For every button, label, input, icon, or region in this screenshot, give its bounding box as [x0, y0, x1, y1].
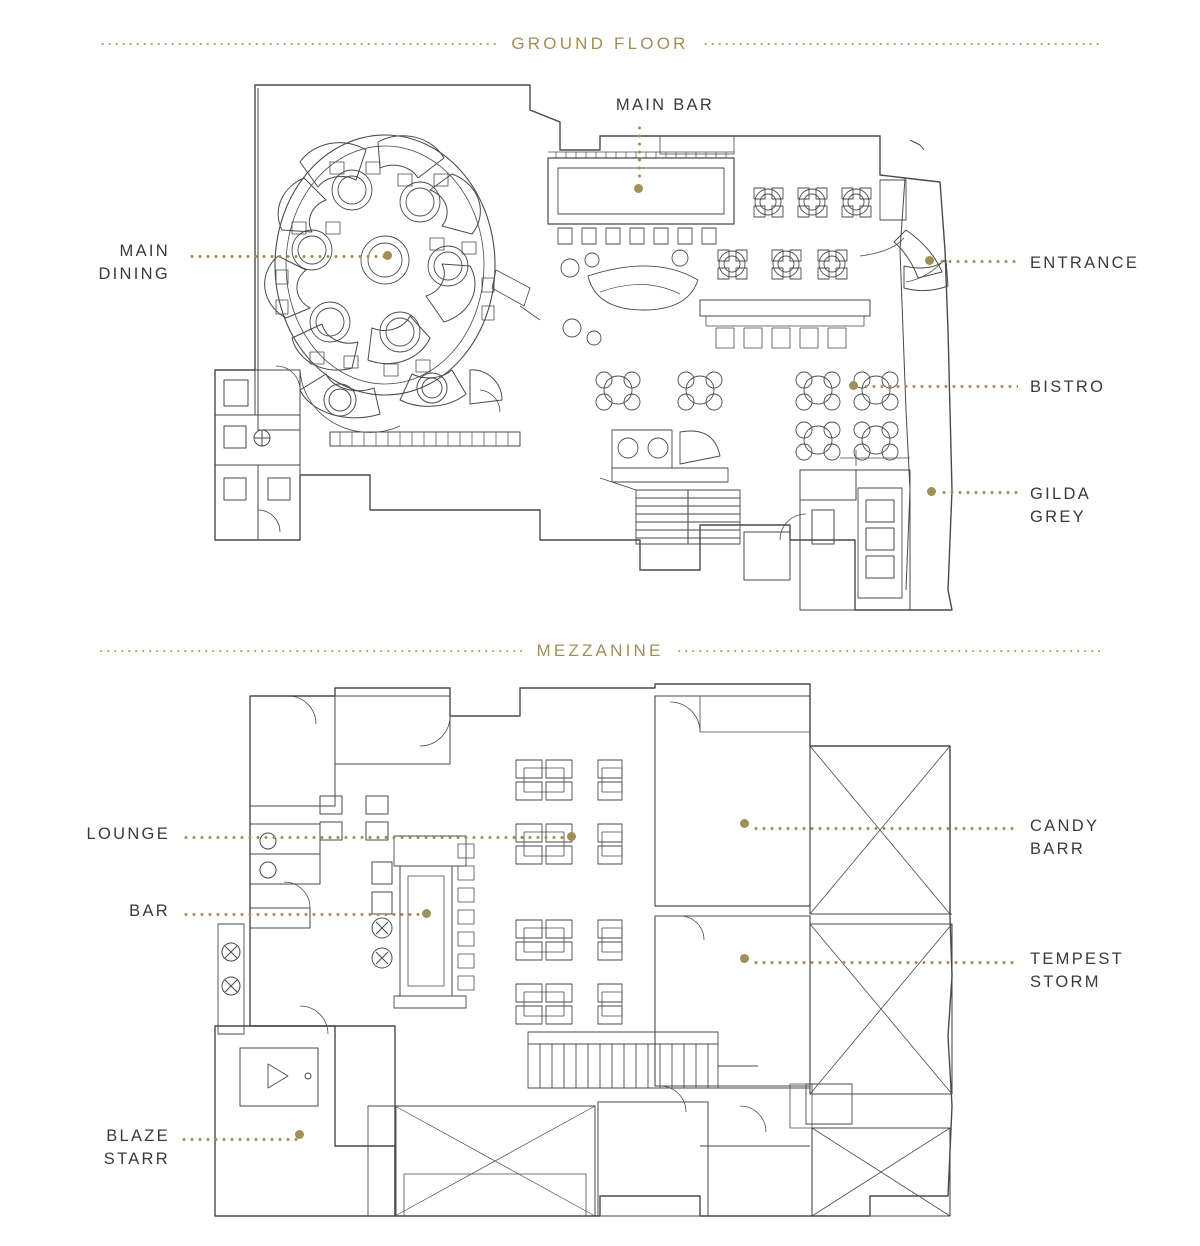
marker-entrance — [925, 256, 934, 265]
mezzanine-floorplan — [0, 676, 1200, 1236]
leader-bar — [182, 913, 422, 916]
marker-bar — [422, 909, 431, 918]
callout-label-entrance: ENTRANCE — [1030, 254, 1140, 272]
leader-main-dining — [188, 255, 386, 258]
header-rule-left — [100, 43, 497, 45]
marker-main-dining — [383, 251, 392, 260]
marker-tempest-storm — [740, 954, 749, 963]
header-rule-left-mezz — [100, 650, 522, 652]
section-header-mezzanine — [0, 641, 1200, 661]
leader-main-bar — [638, 122, 641, 182]
leader-candy-barr — [752, 827, 1018, 830]
header-rule-right — [703, 43, 1100, 45]
leader-bistro — [862, 385, 1018, 388]
callout-label-lounge: LOUNGE — [86, 825, 170, 843]
callout-label-bar: BAR — [129, 902, 170, 920]
callout-label-main-bar: MAIN BAR — [615, 96, 715, 114]
section-title-ground-floor: GROUND FLOOR — [511, 34, 689, 53]
section-title-mezzanine: MEZZANINE — [536, 641, 664, 660]
callout-label-main-dining: MAIN DINING — [98, 242, 170, 284]
leader-gilda-grey — [940, 491, 1018, 494]
leader-entrance — [938, 260, 1018, 263]
callout-label-candy-barr: CANDY BARR — [1030, 817, 1100, 859]
callout-label-gilda-grey: GILDA GREY — [1030, 485, 1092, 527]
marker-main-bar — [634, 184, 643, 193]
callout-label-bistro: BISTRO — [1030, 378, 1106, 396]
callout-label-tempest-storm: TEMPEST STORM — [1030, 950, 1125, 992]
marker-gilda-grey — [927, 487, 936, 496]
marker-blaze-starr — [295, 1130, 304, 1139]
mezzanine-plan-drawing — [0, 676, 1200, 1236]
marker-candy-barr — [740, 819, 749, 828]
leader-tempest-storm — [752, 961, 1018, 964]
marker-lounge — [567, 832, 576, 841]
leader-blaze-starr — [180, 1138, 298, 1141]
ground-floor-plan-drawing — [0, 70, 1200, 630]
callout-label-blaze-starr: BLAZE STARR — [103, 1127, 170, 1169]
ground-floor-floorplan — [0, 70, 1200, 630]
leader-lounge — [182, 836, 572, 839]
marker-bistro — [849, 381, 858, 390]
header-rule-right-mezz — [678, 650, 1100, 652]
section-header-ground-floor — [0, 34, 1200, 54]
